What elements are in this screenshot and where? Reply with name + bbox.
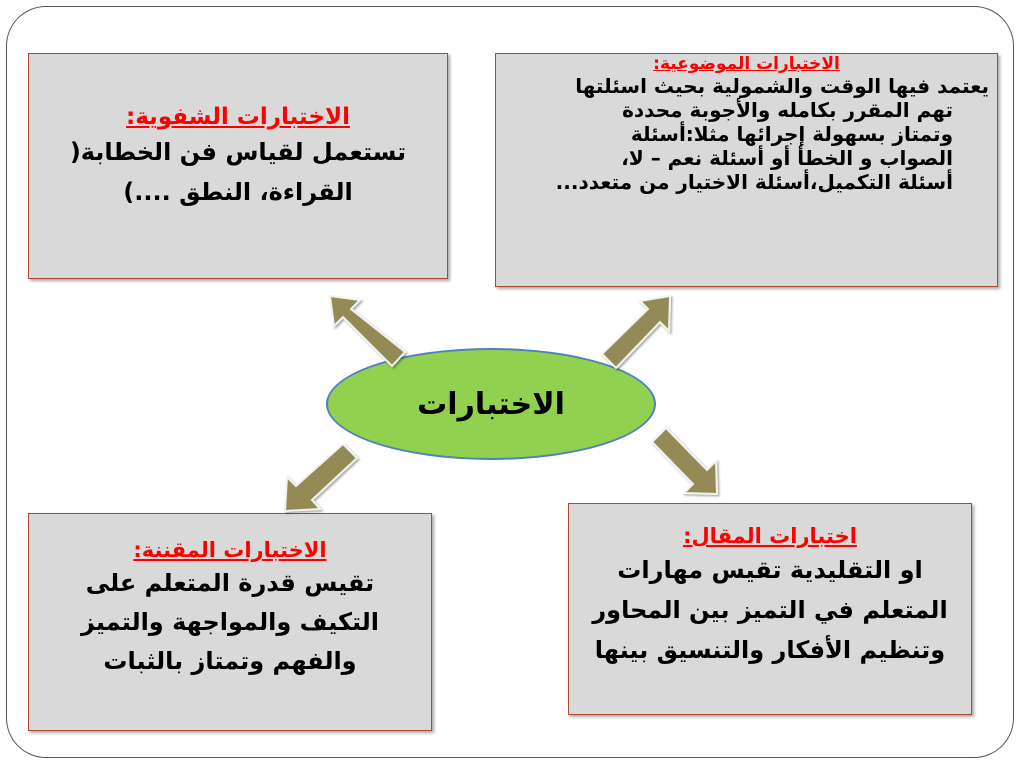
oral-tests-line-1: تستعمل لقياس فن الخطابة( <box>69 138 407 166</box>
objective-tests-title: الاختبارات الموضوعية: <box>653 54 840 74</box>
objective-tests-line-4: الصواب و الخطأ أو أسئلة نعم – لا، <box>621 146 953 170</box>
standardized-tests-line-2: التكيف والمواجهة والتميز <box>80 608 380 636</box>
standardized-tests-line-3: والفهم وتمتاز بالثبات <box>103 647 357 675</box>
oral-tests-line-2: القراءة، النطق ....) <box>123 178 353 206</box>
arrow-to-objective-icon <box>602 296 670 368</box>
objective-tests-line-2: تهم المقرر بكامله والأجوبة محددة <box>622 98 953 122</box>
standardized-tests-line-1: تقيس قدرة المتعلم على <box>85 569 375 597</box>
arrow-to-essay-icon <box>652 428 717 494</box>
oral-tests-title: الاختبارات الشفوية: <box>126 104 350 130</box>
arrow-to-standardized-icon <box>285 444 357 511</box>
standardized-tests-title: الاختبارات المقننة: <box>133 538 327 562</box>
essay-tests-line-2: المتعلم في التميز بين المحاور <box>592 596 948 624</box>
essay-tests-line-1: او التقليدية تقيس مهارات <box>617 556 923 584</box>
arrow-to-oral-icon <box>330 296 405 366</box>
essay-tests-line-3: وتنظيم الأفكار والتنسيق بينها <box>594 636 946 664</box>
objective-tests-line-3: وتمتاز بسهولة إجرائها مثلا:أسئلة <box>630 122 953 146</box>
objective-tests-line-5: أسئلة التكميل،أسئلة الاختيار من متعدد... <box>555 170 953 194</box>
objective-tests-line-1: يعتمد فيها الوقت والشمولية بحيث اسئلتها <box>575 74 989 98</box>
center-node-label: الاختبارات <box>417 386 565 422</box>
essay-tests-title: اختبارات المقال: <box>683 524 857 548</box>
